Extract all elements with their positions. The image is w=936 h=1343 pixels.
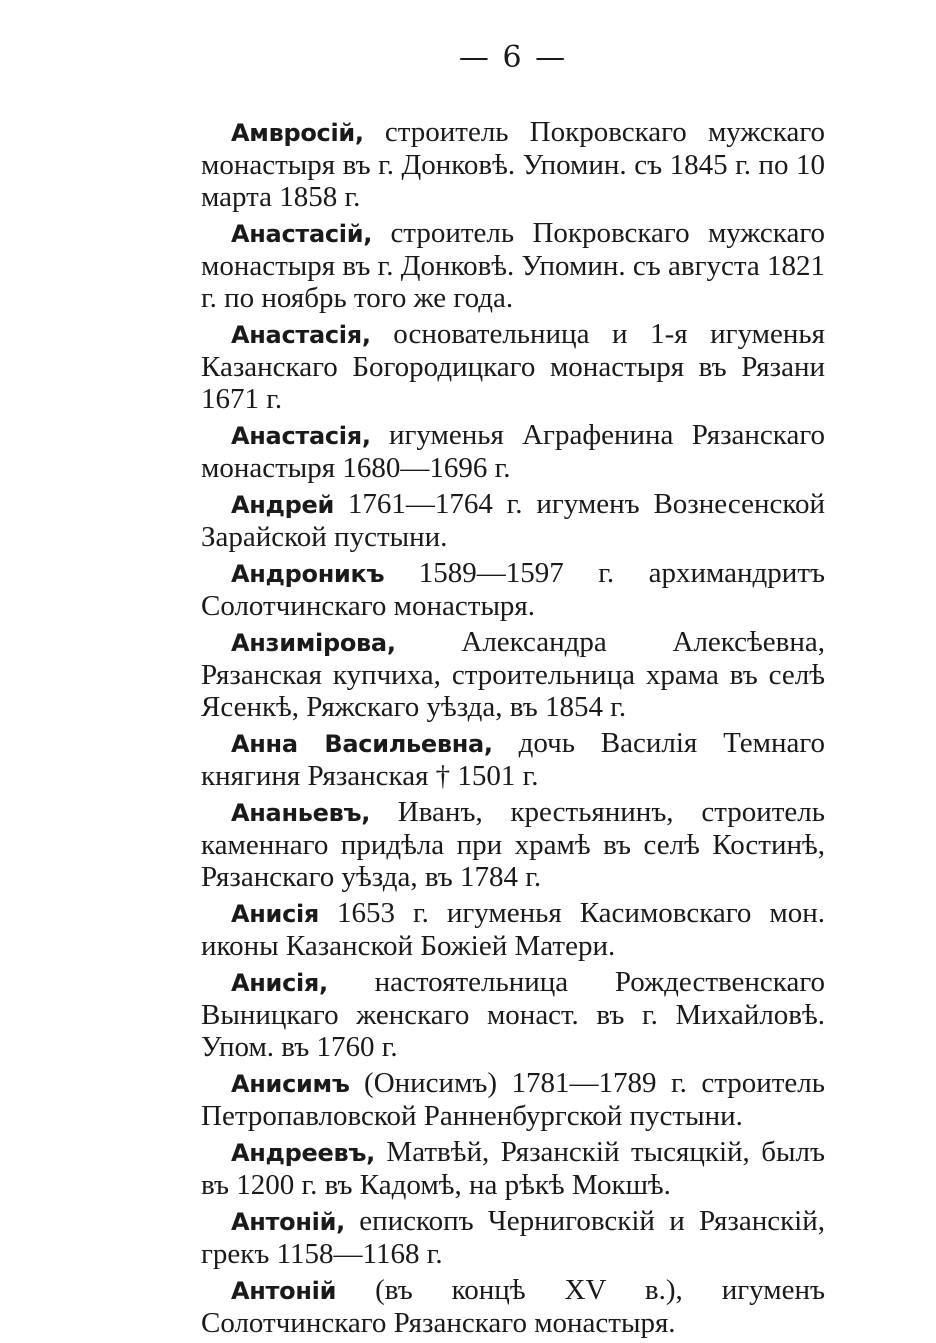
entry-name: Амвросій, — [231, 119, 364, 147]
entry-text: строитель Покровскаго мужскаго монастыря въ г. Донковѣ. Упомин. съ 1845 г. по 10 марта 1858 г. — [201, 116, 825, 213]
entry-list — [201, 116, 825, 1343]
entry-name: Андреевъ, — [231, 1139, 375, 1167]
entry-text: настоятельница Рождественскаго Выницкаго женскаго монаст. въ г. Михайловѣ. Упом. въ 1760 г. — [201, 966, 825, 1063]
entry-text: 1589—1597 г. архимандритъ Солотчинскаго монастыря. — [201, 557, 825, 622]
entry-anastasiya-abbess — [201, 419, 825, 484]
entry-anzimirova — [201, 626, 825, 723]
entry-anastasiy — [201, 217, 825, 314]
page-number: — 6 — — [458, 40, 568, 75]
entry-anastasiya-founder — [201, 318, 825, 415]
entry-text: строитель Покровскаго мужскаго монастыря въ г. Донковѣ. Упомин. съ августа 1821 г. по ноябрь того же года. — [201, 217, 825, 314]
entry-name: Андроникъ — [231, 560, 385, 588]
entry-name: Антоній — [231, 1277, 337, 1305]
entry-ananiev — [201, 796, 825, 893]
entry-anisiya-1653 — [201, 897, 825, 962]
entry-text: епископъ Черниговскій и Рязанскій, грекъ 1158—1168 г. — [201, 1205, 825, 1270]
entry-text: 1761—1764 г. игуменъ Вознесенской Зарайской пустыни. — [201, 488, 825, 553]
entry-anisiya-prioress — [201, 966, 825, 1063]
entry-name: Анастасій, — [231, 220, 373, 248]
entry-name: Андрей — [231, 491, 335, 519]
entry-text: Иванъ, крестьянинъ, строитель каменнаго придѣла при храмѣ въ селѣ Костинѣ, Рязанскаго уѣзда, въ 1784 г. — [201, 796, 825, 893]
entry-antoniy-bishop — [201, 1205, 825, 1270]
entry-amvrosiy — [201, 116, 825, 213]
entry-name: Антоній, — [231, 1208, 345, 1236]
entry-antoniy-hegumen — [201, 1274, 825, 1339]
entry-name: Анастасія, — [231, 422, 371, 450]
entry-name: Ананьевъ, — [231, 799, 371, 827]
entry-text: Александра Алексѣевна, Рязанская купчиха, строительница храма въ селѣ Ясенкѣ, Ряжскаго уѣзда, въ 1854 г. — [201, 626, 825, 723]
entry-anna-vasilievna — [201, 727, 825, 792]
entry-text: (въ концѣ XV в.), игуменъ Солотчинскаго Рязанскаго монастыря. — [201, 1274, 825, 1339]
entry-name: Анзимірова, — [231, 629, 396, 657]
entry-name: Анисимъ — [231, 1070, 350, 1098]
entry-text: дочь Василія Темнаго княгиня Рязанская † 1501 г. — [201, 727, 826, 792]
entry-text: игуменья Аграфенина Рязанскаго монастыря 1680—1696 г. — [201, 419, 825, 484]
entry-andreev — [201, 1136, 825, 1201]
entry-andronik — [201, 557, 825, 622]
entry-anisim — [201, 1067, 825, 1132]
entry-andrey — [201, 488, 825, 553]
entry-name: Анисія, — [231, 969, 328, 997]
entry-name: Анна Васильевна, — [231, 730, 493, 758]
entry-name: Анастасія, — [231, 321, 371, 349]
entry-text: 1653 г. игуменья Касимовскаго мон. иконы Казанской Божіей Матери. — [201, 897, 825, 962]
entry-text: основательница и 1-я игуменья Казанскаго Богородицкаго монастыря въ Рязани 1671 г. — [201, 318, 825, 415]
entry-text: (Онисимъ) 1781—1789 г. строитель Петропавловской Ранненбургской пустыни. — [201, 1067, 825, 1132]
entry-text: Матвѣй, Рязанскій тысяцкій, былъ въ 1200 г. въ Кадомѣ, на рѣкѣ Мокшѣ. — [201, 1136, 825, 1201]
entry-name: Анисія — [231, 900, 320, 928]
